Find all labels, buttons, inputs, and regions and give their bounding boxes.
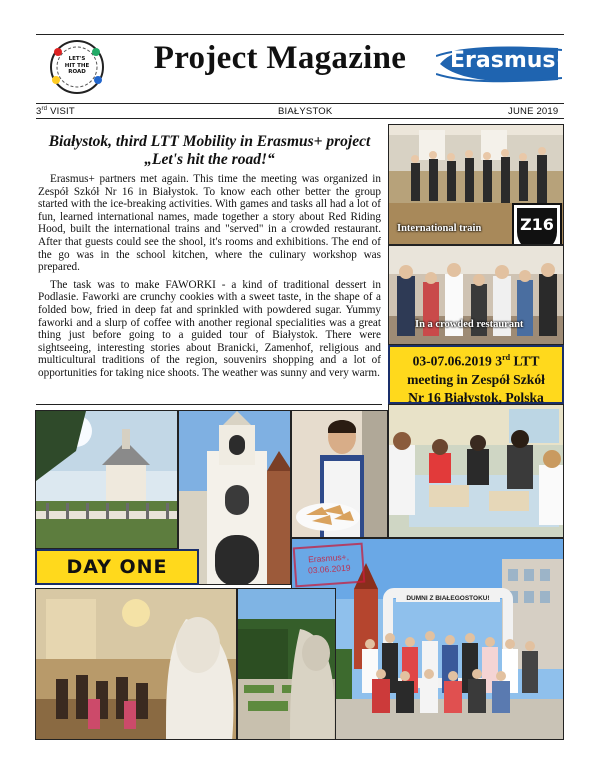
ltt-line-1-suffix: rd xyxy=(502,353,511,362)
school-logo-text: Z16 xyxy=(520,215,554,234)
headline-line-2: „Let's hit the road!“ xyxy=(144,151,275,168)
article-paragraph-1: Erasmus+ partners met again. This time the meeting was organized in Zespół Szkół Nr 16 in Białystok. To know each other better the group started with the ice-breaking activities. With games and tasks all had a lot of fun, learned international names, made together a story about Red Riding Hood, built the international trains and "served" in a crowded restaurant. After that guests could see the shool, it's rooms and exhibitions. The end of the go was in the school kitchen, where the culinary workshop was prepared. xyxy=(38,173,381,274)
issue-date: JUNE 2019 xyxy=(508,106,559,117)
photo-church-garden xyxy=(35,410,178,549)
project-logo-text: LET'S HIT THE ROAD xyxy=(64,56,90,75)
photo-crowded-restaurant xyxy=(388,245,564,345)
ltt-line-3: Nr 16 Białystok, Polska xyxy=(408,389,544,405)
caption-international-train: International train xyxy=(397,223,482,234)
ltt-line-1-ltt: LTT xyxy=(510,353,540,369)
erasmus-logo-text: Erasmus+ xyxy=(450,48,574,73)
visit-number: 3 xyxy=(36,106,42,118)
header-rule xyxy=(36,103,564,104)
visit-suffix: rd xyxy=(41,106,48,112)
headline-line-1: Białystok, third LTT Mobility in Erasmus+ project xyxy=(48,133,371,150)
info-rule xyxy=(36,118,564,119)
school-logo xyxy=(512,203,562,245)
visit-info xyxy=(36,106,75,117)
magazine-title: Project Magazine xyxy=(153,40,407,76)
article-rule xyxy=(36,404,382,405)
ltt-line-1 xyxy=(390,349,562,371)
stamp-line-1: Erasmus+, xyxy=(307,551,350,565)
ltt-line-1-date: 03-07.06.2019 3 xyxy=(412,353,503,369)
city-label: BIAŁYSTOK xyxy=(278,106,333,117)
photo-palace-garden xyxy=(237,588,336,740)
article-headline xyxy=(38,133,381,169)
caption-crowded-restaurant: In a crowded restaurant xyxy=(415,319,524,330)
stamp-line-2: 03.06.2019 xyxy=(307,562,351,576)
photo-museum-interior xyxy=(35,588,237,740)
ltt-line-2: meeting in Zespół Szkół xyxy=(407,371,545,387)
ltt-meeting-banner xyxy=(388,345,564,404)
erasmus-logo xyxy=(436,44,574,84)
erasmus-date-stamp xyxy=(293,543,366,588)
article-body xyxy=(38,173,381,385)
banner-proud-of-bialystok: DUMNI Z BIAŁEGOSTOKU! xyxy=(396,595,500,602)
photo-kitchen-workshop xyxy=(388,404,564,538)
photo-international-train xyxy=(388,124,564,245)
day-one-label: DAY ONE xyxy=(35,549,199,585)
article-paragraph-2: The task was to make FAWORKI - a kind of traditional dessert in Podlasie. Faworki are crunchy cookies with a sweet taste, in the shape of a folded bow, fried in deep fat and sprinkled with powdered sugar. Yummy faworki and a slurp of coffee with another regional specialities was a great thing just before going to a guided tour of Białystok. There were sightseeing, interesting stories about Branicki, Zamenhof, religious and multicultural traditions of the region, souvenirs shopping and a lot of opportunities for taking nice shoots. The weather was sunny and very warm. xyxy=(38,278,381,379)
top-rule xyxy=(36,34,564,35)
visit-label: VISIT xyxy=(50,106,75,118)
project-logo xyxy=(46,38,108,96)
photo-faworki xyxy=(291,410,388,538)
